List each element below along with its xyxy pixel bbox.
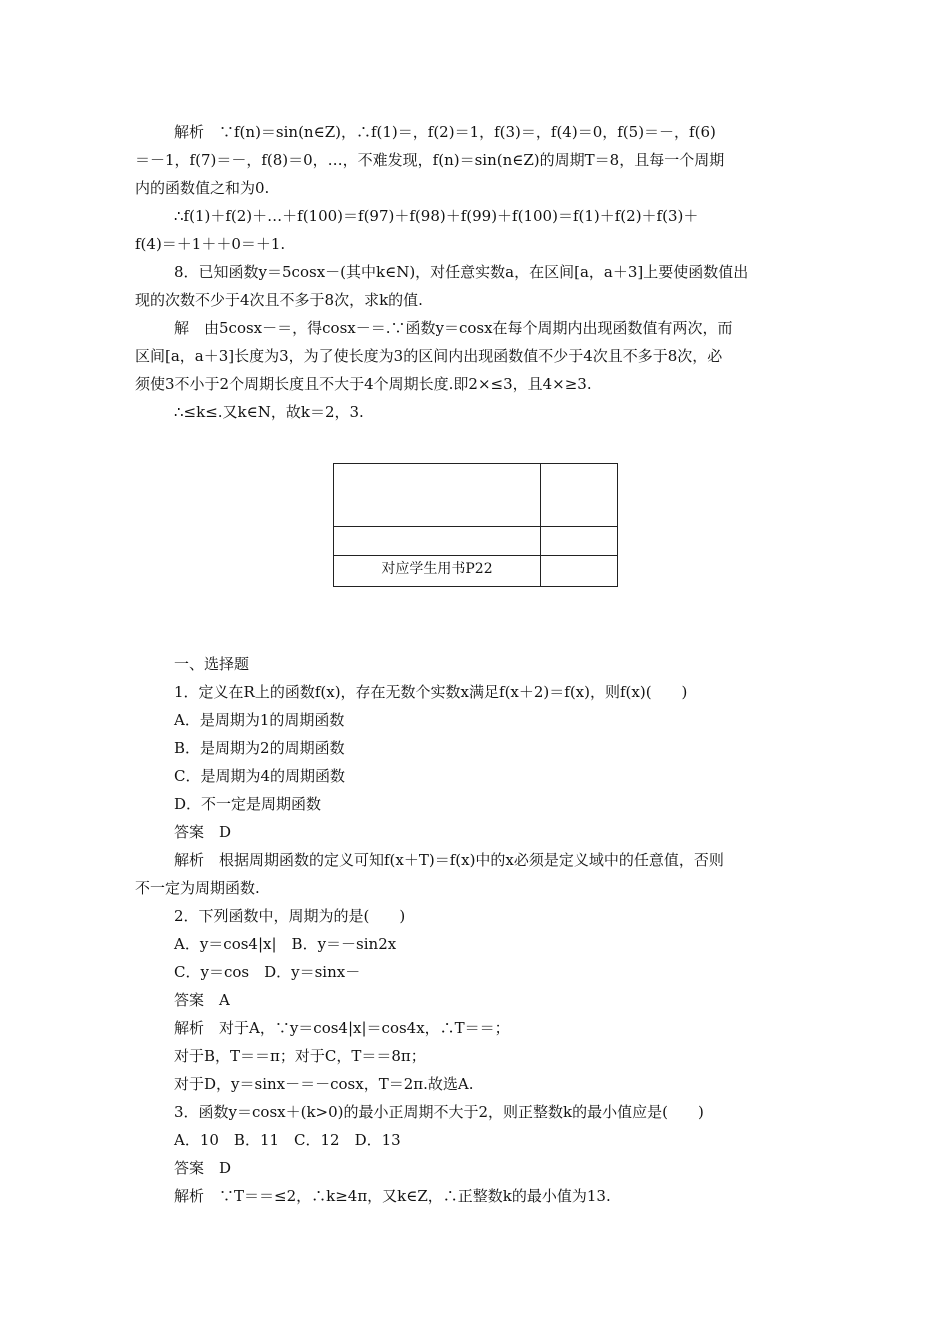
- text-line: 不一定为周期函数.: [135, 879, 260, 897]
- text-line: 对于B，T＝＝π；对于C，T＝＝8π；: [174, 1047, 426, 1065]
- text-line: 解析 ∵T＝＝≤2，∴k≥4π，又k∈Z，∴正整数k的最小值为13.: [174, 1187, 611, 1205]
- answer-line: 答案 D: [174, 823, 232, 841]
- text-line: 8．已知函数y＝5cosx－(其中k∈N)，对任意实数a，在区间[a，a＋3]上要使函数值出: [174, 263, 749, 281]
- option-line: C．y＝cos D．y＝sinx－: [174, 963, 361, 981]
- text-line: ＝－1，f(7)＝－，f(8)＝0，…，不难发现，f(n)＝sin(n∈Z)的周期T＝8，且每一个周期: [135, 151, 725, 169]
- text-line: 2．下列函数中，周期为的是( ): [174, 907, 406, 925]
- text-line: 解析 对于A，∵y＝cos4|x|＝cos4x，∴T＝＝；: [174, 1019, 510, 1037]
- option-line: D．不一定是周期函数: [174, 795, 322, 813]
- text-line: ∴≤k≤.又k∈N，故k＝2，3.: [174, 403, 364, 421]
- text-line: ∴f(1)＋f(2)＋…＋f(100)＝f(97)＋f(98)＋f(99)＋f(100)＝f(1)＋f(2)＋f(3)＋: [174, 207, 699, 225]
- text-line: 1．定义在R上的函数f(x)，存在无数个实数x满足f(x＋2)＝f(x)，则f(x)( ): [174, 683, 688, 701]
- option-line: C．是周期为4的周期函数: [174, 767, 346, 785]
- text-line: 3．函数y＝cosx＋(k>0)的最小正周期不大于2，则正整数k的最小值应是( ): [174, 1103, 704, 1121]
- option-line: A．y＝cos4|x| B．y＝－sin2x: [174, 935, 397, 953]
- text-line: 对于D，y＝sinx－＝－cosx，T＝2π.故选A.: [174, 1075, 474, 1093]
- option-line: A．是周期为1的周期函数: [174, 711, 345, 729]
- answer-line: 答案 D: [174, 1159, 232, 1177]
- option-line: A．10 B．11 C．12 D．13: [174, 1131, 401, 1149]
- answer-line: 答案 A: [174, 991, 230, 1009]
- table-label: 对应学生用书P22: [381, 561, 493, 577]
- text-line: 解 由5cosx－＝，得cosx－＝.∵函数y＝cosx在每个周期内出现函数值有两次，而: [174, 319, 733, 337]
- option-line: B．是周期为2的周期函数: [174, 739, 345, 757]
- text-line: 现的次数不少于4次且不多于8次，求k的值.: [135, 291, 423, 309]
- text-line: 须使3不小于2个周期长度且不大于4个周期长度.即2×≤3，且4×≥3.: [135, 375, 592, 393]
- reference-table: [333, 463, 618, 587]
- text-line: 解析 ∵f(n)＝sin(n∈Z)，∴f(1)＝，f(2)＝1，f(3)＝，f(4)＝0，f(5)＝－，f(6): [174, 123, 716, 141]
- section-heading: 一、选择题: [174, 655, 250, 673]
- text-line: 区间[a，a＋3]长度为3，为了使长度为3的区间内出现函数值不少于4次且不多于8次，必: [135, 347, 723, 365]
- text-line: 解析 根据周期函数的定义可知f(x＋T)＝f(x)中的x必须是定义域中的任意值，否则: [174, 851, 724, 869]
- text-line: f(4)＝＋1＋＋0＝＋1.: [135, 235, 286, 253]
- text-line: 内的函数值之和为0.: [135, 179, 270, 197]
